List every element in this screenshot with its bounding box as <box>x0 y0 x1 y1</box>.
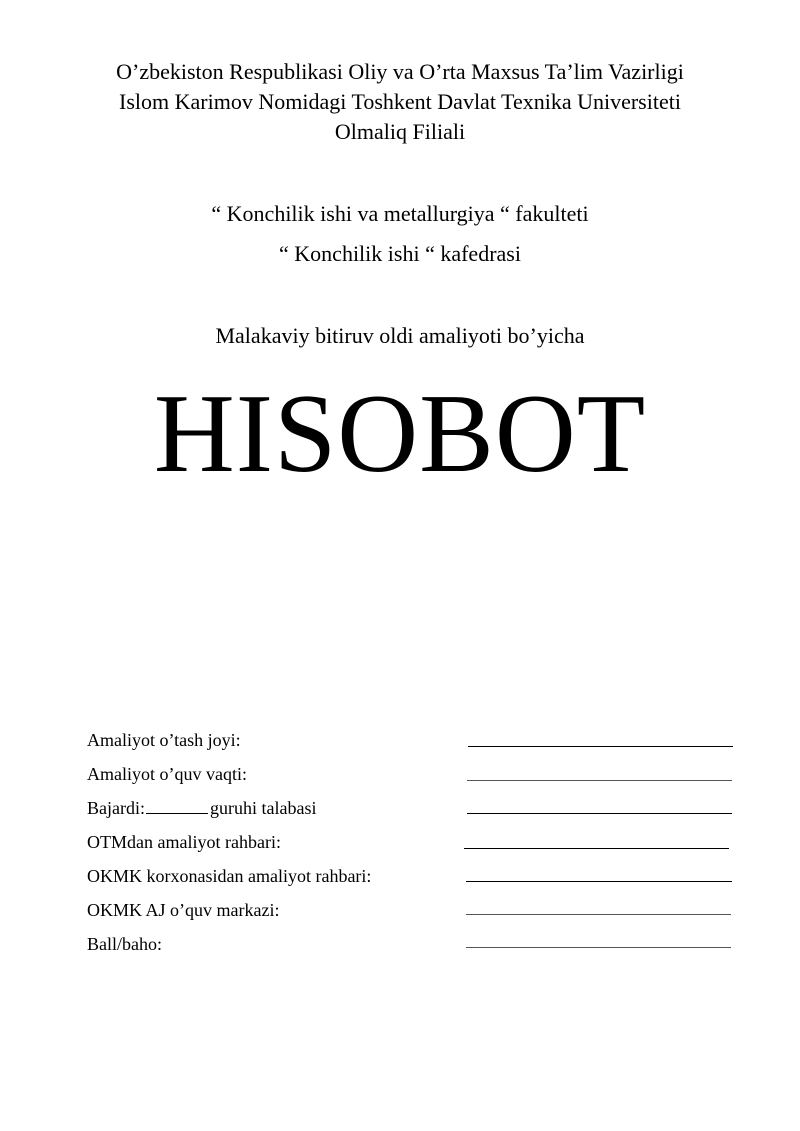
branch-name: Olmaliq Filiali <box>334 119 466 144</box>
report-title: HISOBOT <box>153 372 647 496</box>
field-label-company-supervisor: OKMK korxonasidan amaliyot rahbari: <box>87 866 372 886</box>
group-blank-line <box>146 797 208 814</box>
field-line-company-supervisor <box>466 881 732 882</box>
field-line-grade <box>466 947 731 948</box>
department-name: “ Konchilik ishi “ kafedrasi <box>279 241 521 266</box>
field-label-place: Amaliyot o’tash joyi: <box>87 730 241 750</box>
field-label-grade: Ball/baho: <box>87 934 162 954</box>
faculty-name: “ Konchilik ishi va metallurgiya “ fakulteti <box>211 201 589 226</box>
field-label-done-by <box>87 797 316 819</box>
field-line-university-supervisor <box>464 848 729 849</box>
ministry-name: O’zbekiston Respublikasi Oliy va O’rta Maxsus Ta’lim Vazirligi <box>116 59 684 84</box>
field-label-university-supervisor: OTMdan amaliyot rahbari: <box>87 832 281 852</box>
field-line-place <box>468 746 733 747</box>
field-line-period <box>467 780 732 781</box>
university-name: Islom Karimov Nomidagi Toshkent Davlat Texnika Universiteti <box>119 89 681 114</box>
field-label-training-center: OKMK AJ o’quv markazi: <box>87 900 280 920</box>
field-label-period: Amaliyot o’quv vaqti: <box>87 764 247 784</box>
report-subtitle: Malakaviy bitiruv oldi amaliyoti bo’yicha <box>215 323 585 348</box>
field-label-done-by-suffix: guruhi talabasi <box>209 798 317 818</box>
field-line-training-center <box>466 914 731 915</box>
field-label-done-by-prefix: Bajardi: <box>87 798 145 818</box>
field-line-done-by <box>467 813 732 814</box>
